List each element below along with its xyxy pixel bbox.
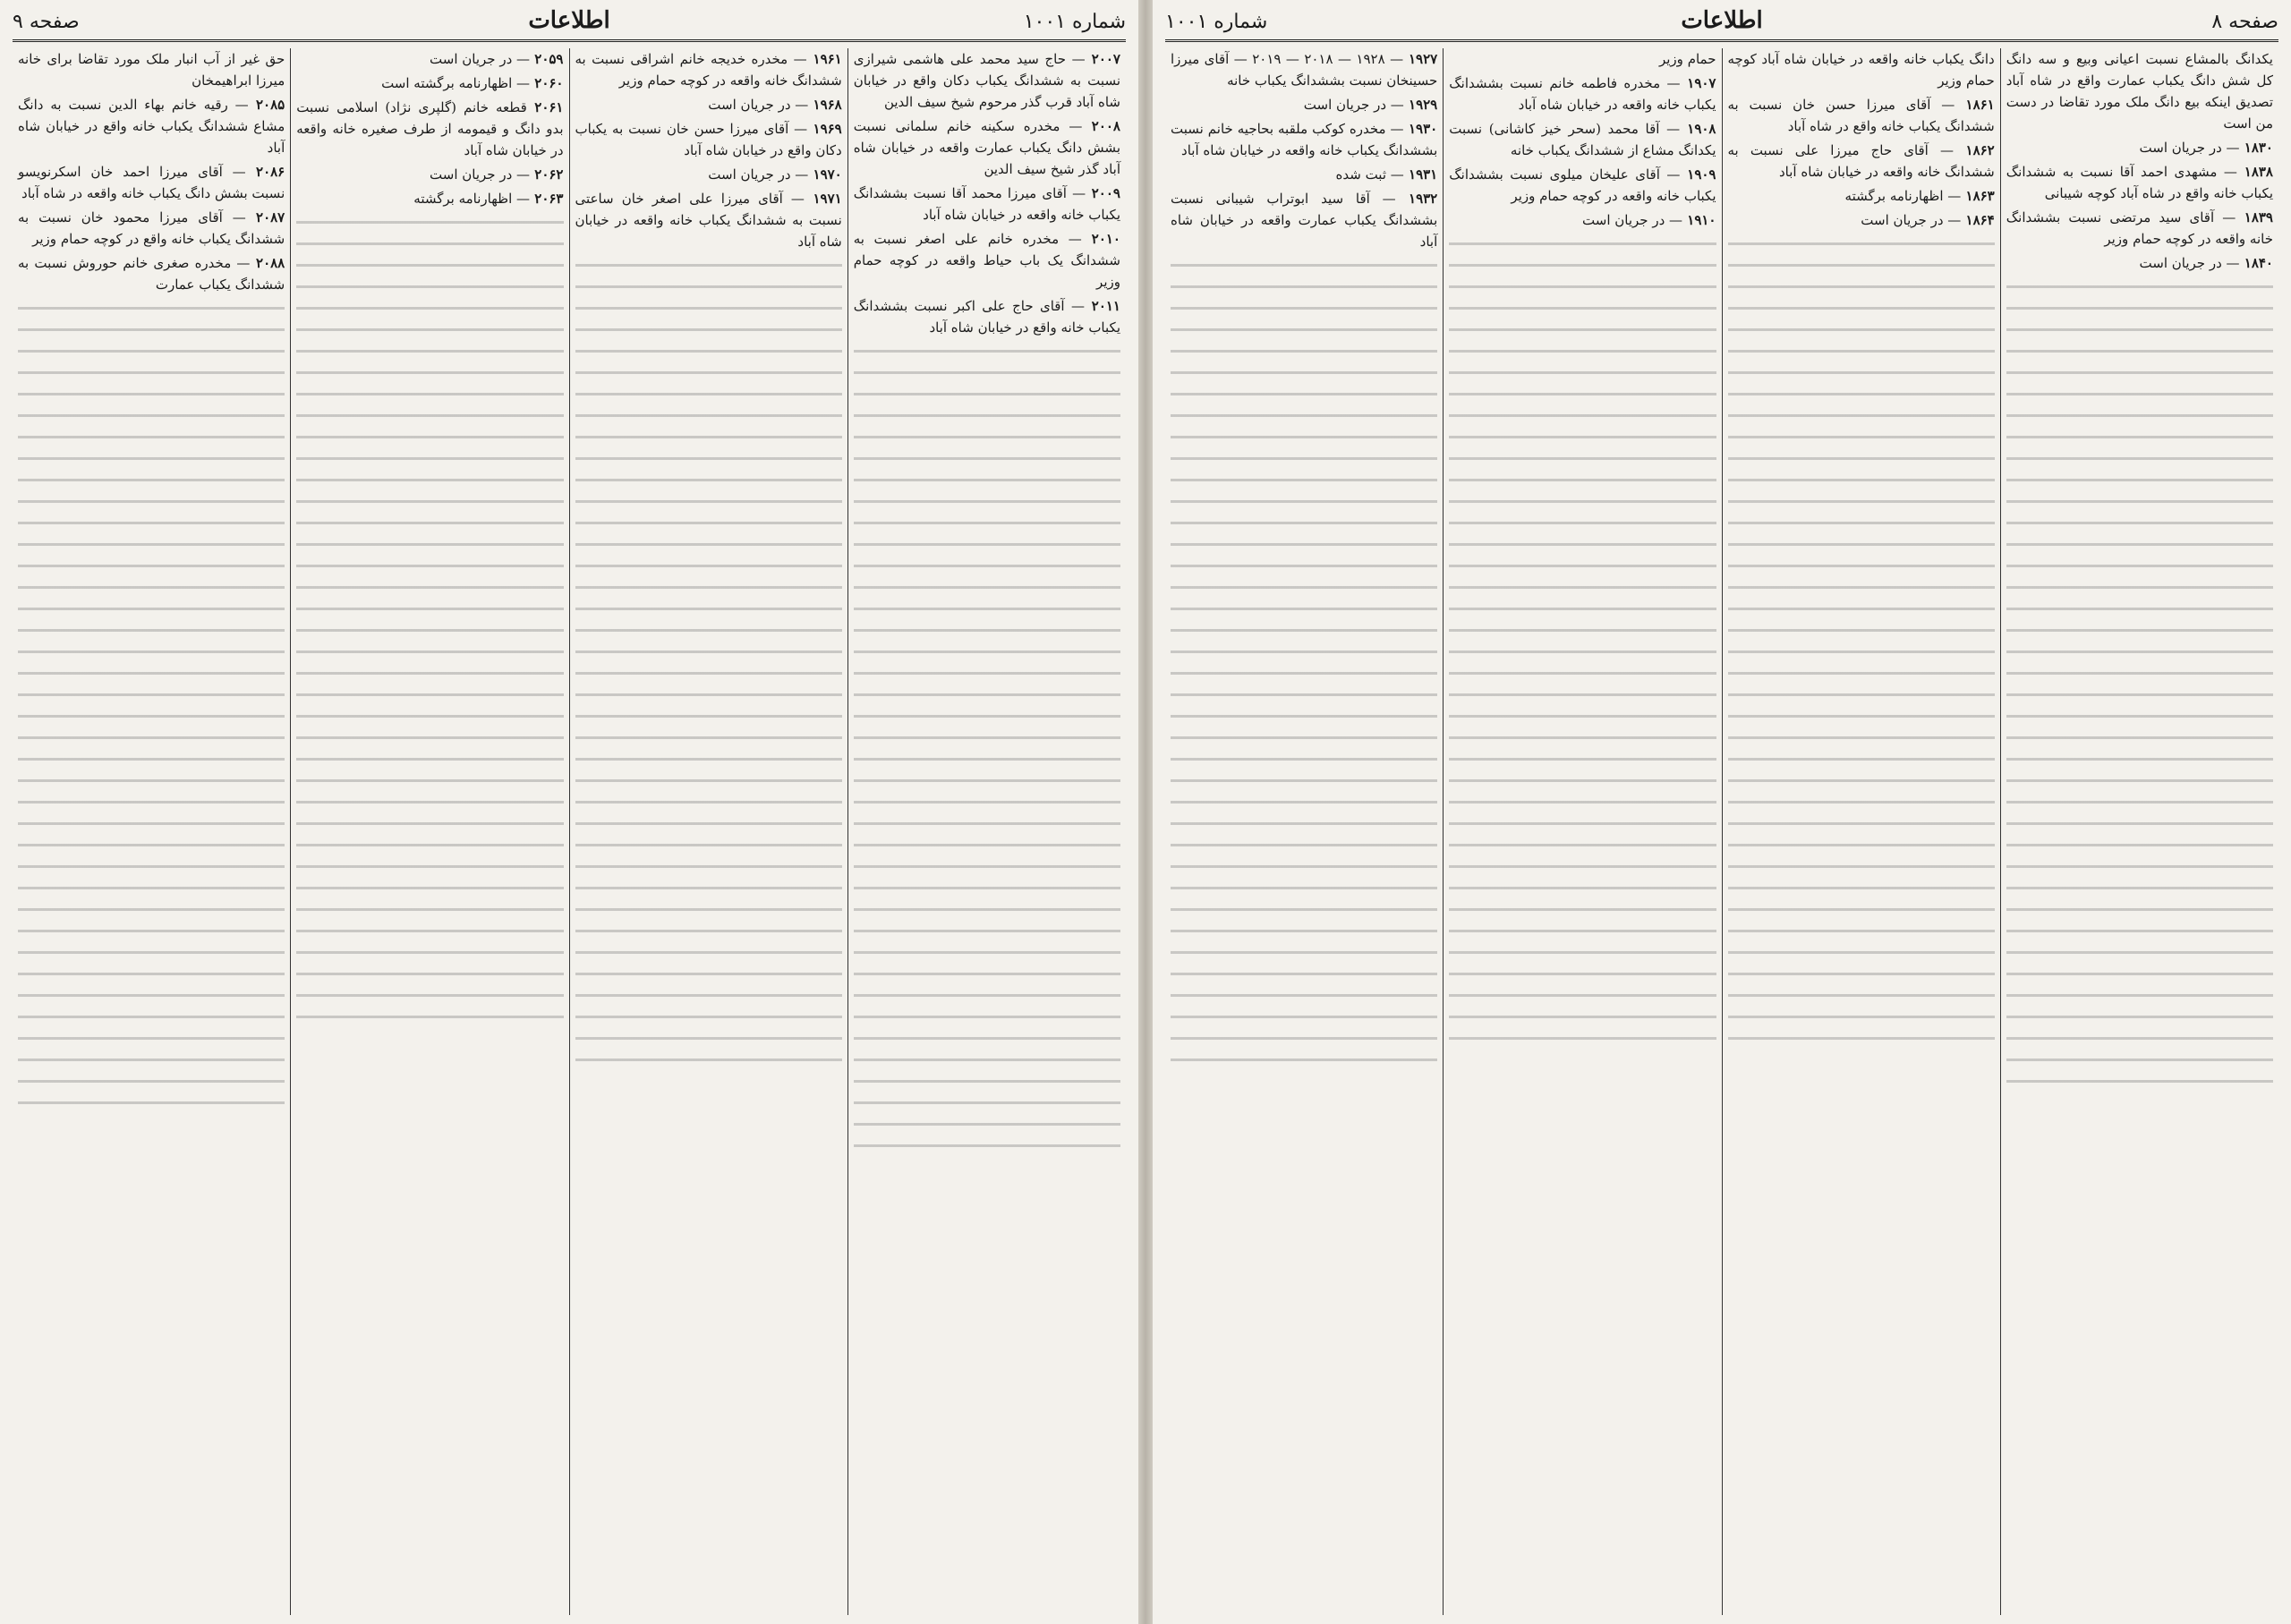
registry-entry <box>1449 48 1716 70</box>
entry-text: — آقا سید ابوتراب شیبانی نسبت بششدانگ یکباب عمارت واقعه در خیابان شاه آباد <box>1171 191 1438 250</box>
entry-number: ۱۹۶۱ <box>806 51 842 67</box>
entry-text: — حاج سید محمد علی هاشمی شیرازی نسبت به ششدانگ یکباب دکان واقع در خیابان شاه آباد قرب گذر مرحوم شیخ سیف الدین <box>853 51 1120 110</box>
entry-text: — در جریان است <box>1861 212 1962 228</box>
registry-entry <box>1728 94 1995 137</box>
entry-text: — مخدره صغری خانم حوروش نسبت به ششدانگ یکباب عمارت <box>18 255 285 293</box>
entry-text: — مخدره خانم علی اصغر نسبت به ششدانگ یک باب حیاط واقعه در کوچه حمام وزیر <box>853 231 1120 290</box>
registry-entry <box>1728 48 1995 91</box>
entry-number: ۱۸۶۱ <box>1955 97 1995 113</box>
entry-text: قطعه خانم (گلپری نژاد) اسلامی نسبت بدو دانگ و قیمومه از طرف صغیره خانه واقعه در خیابان شاه آباد <box>296 99 564 158</box>
text-column <box>2000 48 2278 1615</box>
registry-entry <box>18 252 285 295</box>
continued-text-lines <box>1728 234 1995 1040</box>
text-column <box>290 48 568 1615</box>
entry-number: ۱۹۰۹ <box>1680 166 1716 183</box>
entry-text: — در جریان است <box>708 97 809 113</box>
column-container <box>13 48 1126 1615</box>
entry-number: ۱۸۴۰ <box>2239 255 2273 271</box>
entry-text: حق غیر از آب انبار ملک مورد تقاضا برای خانه میرزا ابراهیمخان <box>18 51 285 89</box>
registry-entry <box>1171 118 1437 161</box>
text-column <box>1165 48 1443 1615</box>
column-container <box>1165 48 2278 1615</box>
entry-text: — در جریان است <box>708 166 809 183</box>
registry-entry <box>2006 48 2273 134</box>
page-number: صفحه ۹ <box>13 11 80 33</box>
left-page <box>0 0 1138 1624</box>
entry-text: — مشهدی احمد آقا نسبت به ششدانگ یکباب خانه واقع در شاه آباد کوچه شیبانی <box>2006 164 2273 201</box>
registry-entry <box>2006 252 2273 274</box>
entry-text: — اظهارنامه برگشته <box>1844 188 1962 204</box>
text-column <box>847 48 1126 1615</box>
entry-text: — در جریان است <box>1303 97 1404 113</box>
entry-number: ۲۰۶۱ <box>526 99 564 115</box>
registry-entry <box>18 48 285 91</box>
registry-entry <box>296 72 563 94</box>
registry-entry <box>1171 94 1437 115</box>
page-header <box>1165 7 2278 42</box>
page-gutter <box>1138 0 1153 1624</box>
entry-number: ۱۸۳۰ <box>2239 140 2273 156</box>
text-column <box>1443 48 1721 1615</box>
entry-number: ۱۸۳۸ <box>2236 164 2273 180</box>
registry-entry <box>854 48 1120 113</box>
registry-entry <box>18 207 285 250</box>
text-column <box>1722 48 2000 1615</box>
entry-text: — در جریان است <box>430 166 531 183</box>
right-page <box>1153 0 2291 1624</box>
entry-number: ۱۹۰۷ <box>1680 75 1716 91</box>
entry-text: — آقای علیخان میلوی نسبت بششدانگ یکباب خانه واقعه در کوچه حمام وزیر <box>1449 166 1716 204</box>
entry-text: — مخدره سکینه خانم سلمانی نسبت بشش دانگ یکباب عمارت واقعه در خیابان شاه آباد گذر شیخ سیف الدین <box>853 118 1120 177</box>
entry-number: ۲۰۰۹ <box>1086 185 1120 201</box>
registry-entry <box>575 94 842 115</box>
entry-number: ۲۰۶۳ <box>530 191 564 207</box>
entry-number: ۱۸۶۲ <box>1953 142 1995 158</box>
continued-text-lines <box>854 342 1120 1147</box>
entry-number: ۱۸۶۴ <box>1961 212 1995 228</box>
entry-number: ۱۸۳۹ <box>2236 209 2273 225</box>
entry-text: — در جریان است <box>1582 212 1683 228</box>
registry-entry <box>2006 161 2273 204</box>
entry-text: — ثبت شده <box>1335 166 1404 183</box>
entry-text: — اظهارنامه برگشته است <box>381 75 531 91</box>
issue-number: شماره ۱۰۰۱ <box>1165 11 1268 33</box>
entry-number: ۱۹۳۰ <box>1403 121 1438 137</box>
entry-text: دانگ یکباب خانه واقعه در خیابان شاه آباد کوچه حمام وزیر <box>1727 51 1995 89</box>
entry-text: — مخدره کوکب ملقبه بحاجیه خانم نسبت بششدانگ یکباب خانه واقعه در خیابان شاه آباد <box>1171 121 1438 158</box>
registry-entry <box>1449 164 1716 207</box>
entry-number: ۱۹۶۸ <box>808 97 842 113</box>
entry-text: — آقای حاج میرزا علی نسبت به ششدانگ خانه واقعه در خیابان شاه آباد <box>1727 142 1995 180</box>
entry-text: — اظهارنامه برگشته <box>413 191 531 207</box>
entry-number: ۲۰۸۶ <box>245 164 285 180</box>
registry-entry <box>1449 209 1716 231</box>
entry-number: ۱۸۶۳ <box>1961 188 1995 204</box>
entry-text: — آقا محمد (سحر خیز کاشانی) نسبت یکدانگ مشاع از ششدانگ یکباب خانه <box>1449 121 1716 158</box>
registry-entry <box>575 164 842 185</box>
entry-number: ۱۹۷۱ <box>804 191 842 207</box>
entry-number: ۱۹۲۷ <box>1403 51 1438 67</box>
continued-text-lines <box>2006 277 2273 1083</box>
entry-text: — مخدره خدیجه خانم اشراقی نسبت به ششدانگ خانه واقعه در کوچه حمام وزیر <box>575 51 842 89</box>
entry-text: — در جریان است <box>2139 255 2240 271</box>
entry-text: — آقای سید مرتضی نسبت بششدانگ خانه واقعه در کوچه حمام وزیر <box>2006 209 2273 247</box>
registry-entry <box>296 164 563 185</box>
newspaper-title: اطلاعات <box>528 7 610 34</box>
entry-text: — آقای میرزا محمود خان نسبت به ششدانگ یکباب خانه واقع در کوچه حمام وزیر <box>18 209 285 247</box>
entry-text: حمام وزیر <box>1658 51 1716 67</box>
registry-entry <box>1728 140 1995 183</box>
entry-number: ۲۰۱۰ <box>1081 231 1120 247</box>
registry-entry <box>1728 209 1995 231</box>
registry-entry <box>1171 48 1437 91</box>
entry-number: ۲۰۸۸ <box>250 255 285 271</box>
continued-text-lines <box>1171 256 1437 1061</box>
page-number: صفحه ۸ <box>2211 11 2278 33</box>
registry-entry <box>1449 72 1716 115</box>
entry-number: ۱۹۲۹ <box>1403 97 1438 113</box>
registry-entry <box>1171 188 1437 252</box>
text-column <box>569 48 847 1615</box>
registry-entry <box>2006 137 2273 158</box>
entry-number: ۲۰۰۷ <box>1085 51 1120 67</box>
registry-entry <box>1171 164 1437 185</box>
page-header <box>13 7 1126 42</box>
registry-entry <box>575 188 842 252</box>
entry-number: ۲۰۶۲ <box>530 166 564 183</box>
continued-text-lines <box>296 213 563 1018</box>
continued-text-lines <box>18 299 285 1104</box>
entry-text: — مخدره فاطمه خانم نسبت بششدانگ یکباب خانه واقعه در خیابان شاه آباد <box>1449 75 1716 113</box>
registry-entry <box>1728 185 1995 207</box>
registry-entry <box>575 48 842 91</box>
entry-text: — در جریان است <box>2139 140 2240 156</box>
entry-text: — آقای حاج علی اکبر نسبت بششدانگ یکباب خانه واقع در خیابان شاه آباد <box>853 298 1120 336</box>
registry-entry <box>575 118 842 161</box>
entry-number: ۲۰۶۰ <box>530 75 564 91</box>
text-column <box>13 48 290 1615</box>
issue-number: شماره ۱۰۰۱ <box>1023 11 1126 33</box>
registry-entry <box>854 295 1120 338</box>
registry-entry <box>296 48 563 70</box>
entry-number: ۲۰۸۵ <box>248 97 285 113</box>
entry-number: ۱۹۳۲ <box>1395 191 1438 207</box>
entry-number: ۱۹۶۹ <box>807 121 842 137</box>
registry-entry <box>18 161 285 204</box>
entry-number: ۱۹۰۸ <box>1680 121 1716 137</box>
registry-entry <box>18 94 285 158</box>
continued-text-lines <box>575 256 842 1061</box>
registry-entry <box>854 115 1120 180</box>
entry-number: ۱۹۱۰ <box>1682 212 1716 228</box>
continued-text-lines <box>1449 234 1716 1040</box>
entry-text: — ۱۹۲۸ — ۲۰۱۸ — ۲۰۱۹ — آقای میرزا حسینخان نسبت بششدانگ یکباب خانه <box>1171 51 1438 89</box>
entry-text: — آقای میرزا محمد آقا نسبت بششدانگ یکباب خانه واقعه در خیابان شاه آباد <box>853 185 1120 223</box>
entry-number: ۲۰۰۸ <box>1082 118 1120 134</box>
registry-entry <box>296 97 563 161</box>
entry-number: ۱۹۷۰ <box>808 166 842 183</box>
entry-text: — رقیه خانم بهاء الدین نسبت به دانگ مشاع ششدانگ یکباب خانه واقع در خیابان شاه آباد <box>18 97 285 156</box>
newspaper-title: اطلاعات <box>1681 7 1763 34</box>
entry-number: ۲۰۱۱ <box>1084 298 1120 314</box>
entry-number: ۲۰۵۹ <box>530 51 564 67</box>
registry-entry <box>854 183 1120 225</box>
registry-entry <box>854 228 1120 293</box>
entry-number: ۱۹۳۱ <box>1403 166 1438 183</box>
registry-entry <box>1449 118 1716 161</box>
entry-text: — آقای میرزا احمد خان اسکرنویسو نسبت بشش دانگ یکباب خانه واقعه در شاه آباد <box>18 164 285 201</box>
entry-number: ۲۰۸۷ <box>245 209 285 225</box>
entry-text: — آقای میرزا علی اصغر خان ساعتی نسبت به ششدانگ یکباب خانه واقعه در خیابان شاه آباد <box>575 191 842 250</box>
entry-text: یکدانگ بالمشاع نسبت اعیانی وبیع و سه دانگ کل شش دانگ یکباب عمارت واقع در شاه آباد تصدیق اینکه بیع دانگ ملک مورد تقاضا در دست من است <box>2006 51 2273 132</box>
registry-entry <box>2006 207 2273 250</box>
entry-text: — آقای میرزا حسن خان نسبت به یکباب دکان واقع در خیابان شاه آباد <box>575 121 842 158</box>
registry-entry <box>296 188 563 209</box>
entry-text: — در جریان است <box>430 51 531 67</box>
entry-text: — آقای میرزا حسن خان نسبت به ششدانگ یکباب خانه واقع در شاه آباد <box>1727 97 1995 134</box>
